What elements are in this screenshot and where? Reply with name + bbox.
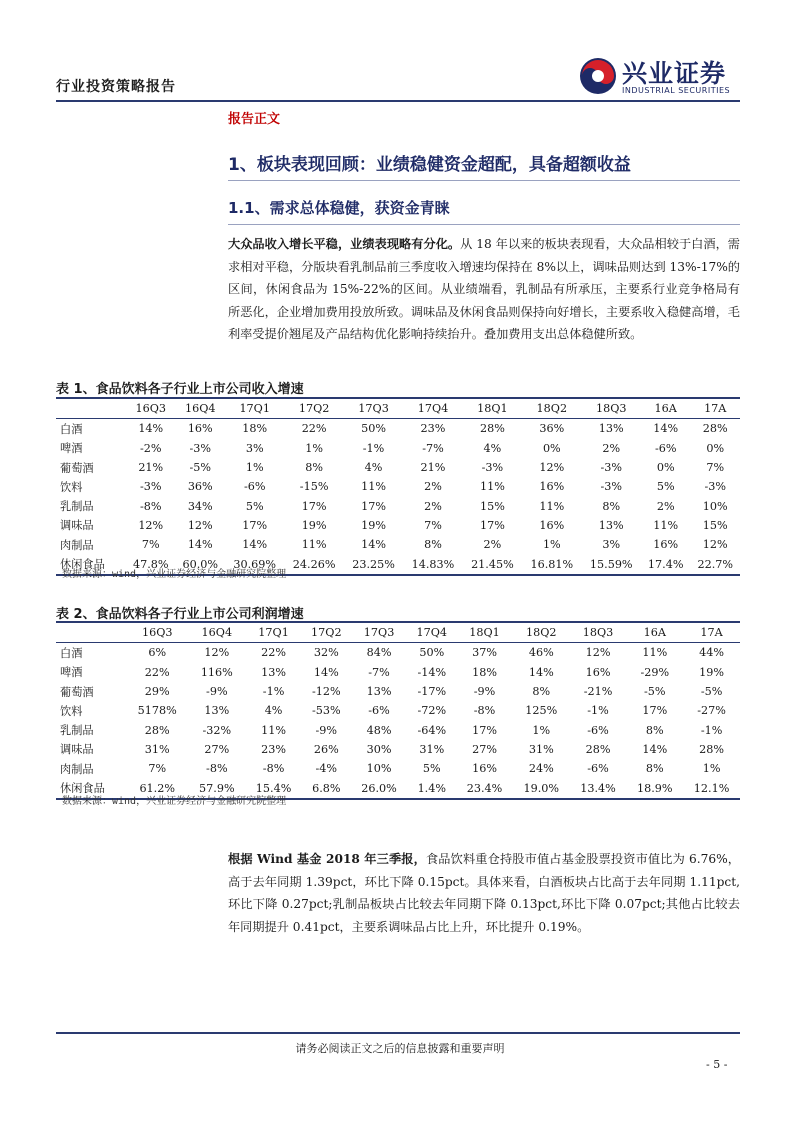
- table-row: [56, 496, 740, 515]
- table-cell: 44%: [699, 646, 725, 660]
- table-row: [56, 759, 740, 778]
- table-cell: 13.4%: [580, 781, 616, 795]
- table-cell: 23.25%: [352, 557, 395, 571]
- table-cell: -3%: [189, 441, 212, 455]
- table-cell: -6%: [368, 704, 390, 718]
- table-cell: 16%: [187, 422, 213, 436]
- table-cell: 10%: [366, 762, 392, 776]
- table-cell: 21%: [138, 461, 164, 475]
- table-cell: -8%: [206, 762, 228, 776]
- table-cell: 13%: [598, 518, 624, 532]
- row-label: 饮料: [60, 480, 83, 494]
- table-cell: 14%: [528, 665, 554, 679]
- paragraph-2: [228, 848, 740, 938]
- table-cell: 1.4%: [417, 781, 446, 795]
- table-cell: -3%: [481, 461, 504, 475]
- table-cell: 48%: [366, 723, 392, 737]
- row-label: 白酒: [60, 646, 83, 660]
- section-tag: 报告正文: [228, 112, 281, 127]
- table-cell: 17%: [479, 518, 505, 532]
- table-cell: 14%: [313, 665, 339, 679]
- table-cell: 18%: [472, 665, 497, 679]
- row-label: 啤酒: [60, 442, 83, 456]
- table-cell: 22%: [261, 646, 286, 660]
- table-cell: 22%: [301, 422, 327, 436]
- table-cell: 4%: [483, 441, 502, 455]
- column-header: 17Q4: [403, 399, 462, 419]
- table-cell: 31%: [528, 742, 554, 756]
- table-cell: -6%: [587, 762, 609, 776]
- column-header: 16A: [626, 623, 683, 643]
- table-cell: -21%: [583, 685, 613, 699]
- row-label: 调味品: [60, 743, 94, 757]
- table-cell: 11%: [261, 723, 286, 737]
- table-cell: 7%: [424, 518, 442, 532]
- header-corner: [56, 623, 126, 643]
- table-cell: 30.69%: [233, 557, 277, 571]
- column-header: 18Q2: [522, 399, 581, 419]
- table-row: [56, 419, 740, 439]
- table-cell: 23.4%: [466, 781, 503, 795]
- table-cell: 13%: [261, 665, 286, 679]
- table-cell: 17%: [472, 723, 497, 737]
- table-cell: 11%: [642, 646, 668, 660]
- column-header: 18Q3: [570, 623, 627, 643]
- table-cell: 8%: [645, 723, 664, 737]
- table-cell: 11%: [301, 538, 327, 552]
- table-cell: 2%: [602, 441, 621, 455]
- table-cell: -8%: [139, 499, 162, 513]
- table-cell: 5%: [245, 499, 264, 513]
- table-cell: 1%: [702, 762, 721, 776]
- table-cell: -9%: [473, 685, 496, 699]
- table-cell: 19%: [699, 665, 725, 679]
- table-cell: 28%: [699, 742, 725, 756]
- column-header: 18Q3: [582, 399, 641, 419]
- table-cell: 3%: [602, 538, 621, 552]
- table-cell: -3%: [600, 461, 622, 475]
- table-cell: 17%: [301, 499, 327, 513]
- table-row: [56, 643, 740, 663]
- table-cell: 13%: [204, 704, 230, 718]
- table-cell: 28%: [144, 723, 170, 737]
- logo-subtitle: INDUSTRIAL SECURITIES: [622, 86, 731, 95]
- table-cell: 17%: [642, 704, 668, 718]
- table-cell: 16.81%: [530, 557, 574, 571]
- table-cell: -3%: [704, 480, 726, 494]
- table-2-title: 表 2、食品饮料各子行业上市公司利润增速: [56, 607, 304, 622]
- table-cell: 28%: [479, 422, 505, 436]
- table-cell: 7%: [706, 461, 725, 475]
- table-cell: -3%: [600, 480, 622, 494]
- table-row: [56, 740, 740, 759]
- table-cell: 14%: [138, 422, 164, 436]
- row-label: 白酒: [60, 422, 83, 436]
- table-cell: 8%: [532, 685, 551, 699]
- table-cell: 11%: [653, 518, 679, 532]
- table-cell: 7%: [141, 538, 160, 552]
- footer-divider: [56, 1032, 740, 1034]
- table-cell: -1%: [362, 441, 385, 455]
- paragraph-1-body: 从 18 年以来的板块表现看，大众品相较于白酒，需求相对平稳，分版块看乳制品前三季度收入增速均保持在 8%以上，调味品则达到 13%-17%的区间，休闲食品为 15%-22%的区间。从业绩端看，乳制品有所承压，主要系行业竞争格局有所恶化，企业增加费用投放所致。调味品及休闲食品则保持向好增长，主要系收入稳健高增，毛利率受提价翘尾及产品结构优化影响持续抬升。叠加费用支出总体稳健所致。: [228, 237, 740, 341]
- table-row: [56, 439, 740, 458]
- table-cell: 36%: [187, 480, 213, 494]
- table-cell: -6%: [587, 723, 609, 737]
- table-cell: 8%: [305, 461, 323, 475]
- row-label: 乳制品: [60, 500, 94, 514]
- table-cell: 26%: [313, 742, 339, 756]
- table-1-title: 表 1、食品饮料各子行业上市公司收入增速: [56, 382, 304, 397]
- table-cell: 8%: [645, 762, 664, 776]
- table-cell: 116%: [200, 665, 233, 679]
- table-cell: -64%: [417, 723, 447, 737]
- table-cell: 0%: [656, 461, 675, 475]
- table-cell: 46%: [528, 646, 554, 660]
- table-cell: 26.0%: [361, 781, 397, 795]
- row-label: 饮料: [60, 704, 83, 718]
- table-cell: -15%: [299, 480, 329, 494]
- table-cell: 37%: [472, 646, 497, 660]
- table-cell: -32%: [202, 723, 232, 737]
- table-cell: -6%: [654, 441, 677, 455]
- table-cell: 18%: [242, 422, 268, 436]
- table-cell: 5178%: [137, 704, 177, 718]
- page-number: - 5 -: [706, 1058, 728, 1071]
- table-cell: 12%: [585, 646, 611, 660]
- table-2-source: 数据来源：wind，兴业证券经济与金融研究院整理: [62, 796, 287, 807]
- table-cell: 24%: [528, 762, 554, 776]
- row-label: 休闲食品: [60, 782, 105, 796]
- column-header: 16Q4: [176, 399, 226, 419]
- table-cell: 1%: [245, 461, 264, 475]
- table-cell: 13%: [366, 685, 392, 699]
- column-header: 18Q1: [463, 399, 522, 419]
- table-cell: 16%: [539, 480, 565, 494]
- table-1-source: 数据来源：wind，兴业证券经济与金融研究院整理: [62, 569, 287, 580]
- table-cell: 23%: [261, 742, 286, 756]
- table-cell: 2%: [656, 499, 675, 513]
- table-cell: 1%: [542, 538, 561, 552]
- table-cell: 22%: [144, 665, 170, 679]
- column-header: 17Q1: [225, 399, 284, 419]
- table-cell: -14%: [417, 665, 447, 679]
- table-cell: -9%: [206, 685, 228, 699]
- table-cell: 6%: [148, 646, 167, 660]
- table-cell: -29%: [640, 665, 670, 679]
- row-label: 乳制品: [60, 724, 94, 738]
- column-header: 16Q3: [126, 623, 188, 643]
- table-cell: 17%: [361, 499, 386, 513]
- table-cell: 11%: [539, 499, 565, 513]
- table-cell: 11%: [361, 480, 386, 494]
- table-cell: 31%: [419, 742, 445, 756]
- table-cell: 1%: [305, 441, 323, 455]
- table-cell: -4%: [315, 762, 338, 776]
- heading-1-divider: [228, 180, 740, 181]
- table-cell: 84%: [366, 646, 392, 660]
- row-label: 肉制品: [60, 538, 94, 552]
- paragraph-2-body: 食品饮料重仓持股市值占基金股票投资市值比为 6.76%，高于去年同期 1.39pct，环比下降 0.15pct。具体来看，白酒板块占比高于去年同期 1.11pct,环比下降 0.27pct;乳制品板块占比较去年同期下降 0.13pct,环比下降 0.07pct;其他占比较去年同期提升 0.41pct，主要系调味品占比上升，环比提升 0.19%。: [228, 852, 740, 934]
- table-cell: -53%: [311, 704, 341, 718]
- table-cell: 14%: [653, 422, 679, 436]
- table-cell: 30%: [366, 742, 392, 756]
- table-cell: 10%: [702, 499, 728, 513]
- table-row: [56, 516, 740, 535]
- table-cell: 13%: [598, 422, 624, 436]
- column-header: 17Q2: [302, 623, 351, 643]
- table-cell: 61.2%: [139, 781, 175, 795]
- table-cell: -17%: [417, 685, 447, 699]
- heading-1: 1、板块表现回顾：业绩稳健资金超配，具备超额收益: [228, 155, 631, 175]
- table-cell: -3%: [139, 480, 162, 494]
- table-cell: 47.8%: [132, 557, 169, 571]
- table-cell: 14%: [242, 538, 268, 552]
- table-cell: 28%: [585, 742, 611, 756]
- table-cell: -8%: [473, 704, 496, 718]
- table-cell: 3%: [245, 441, 264, 455]
- column-header: 17A: [690, 399, 740, 419]
- table-cell: 16%: [585, 665, 611, 679]
- table-cell: 14%: [187, 538, 213, 552]
- table-cell: -1%: [587, 704, 609, 718]
- table-cell: 12%: [539, 461, 565, 475]
- table-cell: 14%: [361, 538, 386, 552]
- paragraph-1-lead: 大众品收入增长平稳，业绩表现略有分化。: [228, 237, 461, 251]
- table-cell: -6%: [243, 480, 266, 494]
- table-cell: 16%: [472, 762, 497, 776]
- table-cell: 19%: [301, 518, 327, 532]
- table-cell: 17%: [242, 518, 268, 532]
- table-cell: -5%: [189, 461, 212, 475]
- table-cell: -1%: [262, 685, 285, 699]
- column-header: 16A: [641, 399, 691, 419]
- table-cell: 16%: [539, 518, 565, 532]
- table-row: [56, 458, 740, 477]
- row-label: 葡萄酒: [60, 685, 94, 699]
- row-label: 调味品: [60, 519, 94, 533]
- table-cell: -1%: [700, 723, 723, 737]
- column-header: 17Q3: [344, 399, 403, 419]
- table-cell: 19.0%: [523, 781, 560, 795]
- table-cell: 24.26%: [292, 557, 336, 571]
- table-1: [56, 397, 740, 576]
- table-cell: -9%: [315, 723, 338, 737]
- paragraph-1: [228, 233, 740, 346]
- table-cell: 8%: [424, 538, 442, 552]
- column-header: 17Q4: [407, 623, 456, 643]
- table-cell: 12.1%: [693, 781, 730, 795]
- table-cell: -72%: [417, 704, 447, 718]
- table-cell: 15.59%: [589, 557, 633, 571]
- table-cell: 12%: [187, 518, 213, 532]
- header-corner: [56, 399, 126, 419]
- column-header: 18Q2: [513, 623, 570, 643]
- table-cell: 32%: [313, 646, 339, 660]
- table-row: [56, 701, 740, 720]
- table-cell: 14%: [642, 742, 668, 756]
- table-cell: 12%: [204, 646, 230, 660]
- table-cell: 50%: [361, 422, 386, 436]
- table-cell: 16%: [653, 538, 679, 552]
- disclaimer-notice: 请务必阅读正文之后的信息披露和重要声明: [295, 1042, 505, 1055]
- report-type: 行业投资策略报告: [56, 79, 176, 95]
- table-cell: 19%: [361, 518, 386, 532]
- table-cell: 5%: [422, 762, 441, 776]
- table-cell: 57.9%: [199, 781, 235, 795]
- table-cell: 15%: [479, 499, 505, 513]
- table-cell: 31%: [144, 742, 170, 756]
- table-cell: -5%: [700, 685, 723, 699]
- table-2: [56, 621, 740, 800]
- table-row: [56, 663, 740, 682]
- table-cell: 125%: [525, 704, 558, 718]
- row-label: 葡萄酒: [60, 461, 94, 475]
- table-cell: 17.4%: [647, 557, 684, 571]
- table-cell: 6.8%: [312, 781, 341, 795]
- table-cell: 21%: [420, 461, 446, 475]
- column-header: 16Q3: [126, 399, 176, 419]
- logo-name: 兴业证券: [622, 59, 727, 88]
- table-cell: -12%: [311, 685, 341, 699]
- table-cell: 28%: [702, 422, 728, 436]
- logo-mark-icon: [578, 56, 618, 96]
- table-cell: 29%: [144, 685, 170, 699]
- table-row: [56, 535, 740, 554]
- table-cell: 12%: [138, 518, 164, 532]
- row-label: 啤酒: [60, 666, 83, 680]
- table-header-row: [56, 399, 740, 419]
- table-cell: 15%: [702, 518, 728, 532]
- row-label: 肉制品: [60, 762, 94, 776]
- table-cell: 23%: [420, 422, 446, 436]
- table-cell: 0%: [542, 441, 561, 455]
- column-header: 18Q1: [456, 623, 513, 643]
- table-cell: 4%: [264, 704, 283, 718]
- table-cell: -2%: [139, 441, 162, 455]
- table-cell: 21.45%: [471, 557, 514, 571]
- paragraph-2-lead: 根据 Wind 基金 2018 年三季报，: [228, 852, 426, 866]
- table-header-row: [56, 623, 740, 643]
- table-row: [56, 720, 740, 739]
- table-cell: 27%: [472, 742, 497, 756]
- table-cell: 2%: [424, 499, 442, 513]
- table-cell: 2%: [483, 538, 502, 552]
- table-cell: 60.0%: [182, 557, 219, 571]
- header-divider: [56, 100, 740, 102]
- column-header: 17Q1: [245, 623, 302, 643]
- table-cell: 4%: [364, 461, 383, 475]
- table-row: [56, 477, 740, 496]
- column-header: 17Q2: [284, 399, 343, 419]
- table-cell: 1%: [532, 723, 551, 737]
- table-cell: 0%: [706, 441, 725, 455]
- table-cell: 50%: [419, 646, 445, 660]
- table-cell: 11%: [479, 480, 505, 494]
- table-cell: 34%: [187, 499, 213, 513]
- table-cell: 2%: [424, 480, 442, 494]
- company-logo: [578, 54, 742, 98]
- table-cell: -7%: [422, 441, 444, 455]
- table-cell: 5%: [656, 480, 675, 494]
- table-cell: 7%: [148, 762, 167, 776]
- table-cell: 12%: [702, 538, 728, 552]
- table-cell: -5%: [644, 685, 666, 699]
- table-row: [56, 682, 740, 701]
- table-cell: -27%: [697, 704, 726, 718]
- row-label: 休闲食品: [60, 558, 105, 572]
- table-cell: 18.9%: [637, 781, 673, 795]
- column-header: 17Q3: [351, 623, 408, 643]
- table-cell: 14.83%: [411, 557, 455, 571]
- table-cell: 36%: [539, 422, 565, 436]
- table-cell: -7%: [368, 665, 390, 679]
- heading-2-divider: [228, 224, 740, 225]
- column-header: 17A: [683, 623, 740, 643]
- heading-2: 1.1、需求总体稳健，获资金青睐: [228, 199, 450, 217]
- table-cell: 27%: [204, 742, 230, 756]
- table-cell: 22.7%: [697, 557, 733, 571]
- column-header: 16Q4: [188, 623, 245, 643]
- table-cell: -8%: [262, 762, 285, 776]
- table-cell: 8%: [602, 499, 621, 513]
- table-cell: 15.4%: [255, 781, 292, 795]
